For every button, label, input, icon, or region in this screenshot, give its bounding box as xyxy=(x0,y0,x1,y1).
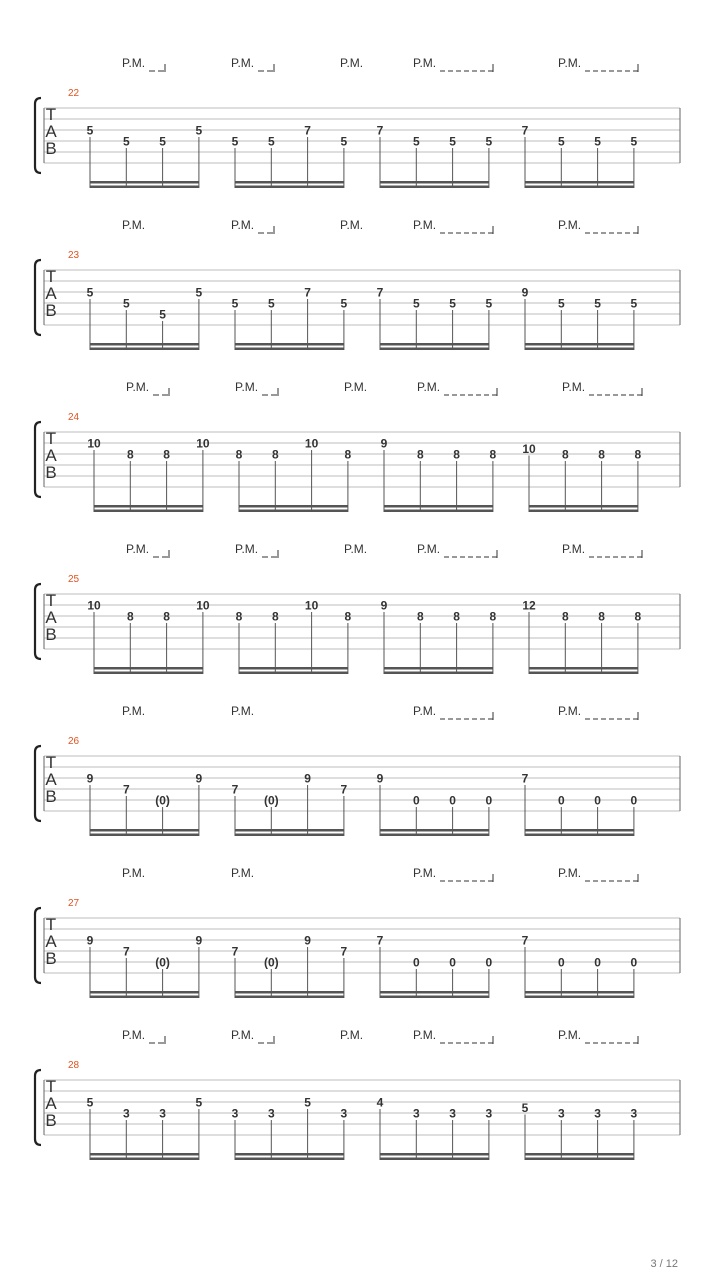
fret-number: 8 xyxy=(235,609,243,624)
fret-number: 5 xyxy=(195,285,203,300)
beam xyxy=(90,996,199,999)
fret-number: 5 xyxy=(630,296,638,311)
beam xyxy=(529,667,638,670)
fret-number: 8 xyxy=(344,447,352,462)
beam xyxy=(529,510,638,513)
fret-number: 5 xyxy=(412,296,420,311)
tab-clef-letter: T xyxy=(45,591,57,610)
beam xyxy=(235,834,344,837)
tab-clef-letter: A xyxy=(45,932,57,951)
beam xyxy=(90,181,199,184)
beam xyxy=(380,996,489,999)
fret-number: 8 xyxy=(344,609,352,624)
fret-number: 8 xyxy=(561,447,569,462)
beam xyxy=(90,1153,199,1156)
tab-clef-letter: T xyxy=(45,267,57,286)
fret-number: 8 xyxy=(489,609,497,624)
fret-number: 0 xyxy=(412,793,420,808)
beam xyxy=(384,667,493,670)
fret-number: 7 xyxy=(304,123,311,138)
palm-mute-label: P.M. xyxy=(126,380,150,394)
fret-number: 7 xyxy=(376,285,384,300)
beam xyxy=(525,343,634,346)
fret-number: 8 xyxy=(163,447,170,462)
tab-clef-letter: B xyxy=(45,625,57,644)
beam xyxy=(380,186,489,189)
system-bracket xyxy=(35,422,41,497)
fret-number: 0 xyxy=(594,955,601,970)
beam xyxy=(94,510,203,513)
palm-mute-label: P.M. xyxy=(558,1028,582,1042)
fret-number: 5 xyxy=(630,134,638,149)
beam xyxy=(525,348,634,351)
tab-clef-letter: T xyxy=(45,1077,57,1096)
beam xyxy=(380,1153,489,1156)
fret-number: 0 xyxy=(449,955,456,970)
fret-number: 8 xyxy=(598,609,605,624)
tab-system-28 xyxy=(35,1028,680,1160)
beam xyxy=(380,348,489,351)
measure-number: 26 xyxy=(68,736,80,747)
tab-system-26 xyxy=(35,704,680,836)
tab-clef-letter: B xyxy=(45,301,57,320)
measure-number: 22 xyxy=(68,88,80,99)
fret-number: 10 xyxy=(196,598,210,613)
fret-number: 10 xyxy=(196,436,210,451)
palm-mute-label: P.M. xyxy=(417,542,441,556)
fret-number: 7 xyxy=(340,782,348,797)
system-bracket xyxy=(35,908,41,983)
measure-number: 25 xyxy=(68,574,80,585)
fret-number: 9 xyxy=(86,771,94,786)
beam xyxy=(380,834,489,837)
fret-number: 3 xyxy=(485,1106,493,1121)
fret-number: 8 xyxy=(126,447,134,462)
tab-system-25 xyxy=(35,542,680,674)
fret-number: (0) xyxy=(155,955,170,970)
beam xyxy=(235,829,344,832)
tab-clef-letter: A xyxy=(45,122,57,141)
measure-number: 28 xyxy=(68,1060,80,1071)
fret-number: 5 xyxy=(122,134,130,149)
beam xyxy=(239,510,348,513)
fret-number: 5 xyxy=(304,1095,311,1110)
fret-number: 3 xyxy=(267,1106,275,1121)
fret-number: 5 xyxy=(86,285,94,300)
tab-clef-letter: A xyxy=(45,284,57,303)
fret-number: 7 xyxy=(304,285,311,300)
system-bracket xyxy=(35,584,41,659)
tab-system-23 xyxy=(35,218,680,350)
fret-number: 10 xyxy=(304,598,319,613)
fret-number: 5 xyxy=(485,296,493,311)
fret-number: 7 xyxy=(122,944,130,959)
fret-number: (0) xyxy=(263,793,279,808)
palm-mute-label: P.M. xyxy=(344,380,368,394)
system-bracket xyxy=(35,98,41,173)
beam xyxy=(384,672,493,675)
fret-number: 8 xyxy=(598,447,605,462)
palm-mute-label: P.M. xyxy=(122,866,146,880)
tab-clef-letter: A xyxy=(45,1094,57,1113)
fret-number: 5 xyxy=(267,134,275,149)
palm-mute-label: P.M. xyxy=(122,1028,146,1042)
fret-number: 5 xyxy=(195,123,203,138)
fret-number: 8 xyxy=(453,447,460,462)
tab-clef-letter: B xyxy=(45,463,57,482)
beam xyxy=(90,829,199,832)
fret-number: 5 xyxy=(594,134,601,149)
fret-number: 3 xyxy=(594,1106,601,1121)
palm-mute-label: P.M. xyxy=(122,218,146,232)
system-bracket xyxy=(35,260,41,335)
palm-mute-label: P.M. xyxy=(562,380,586,394)
beam xyxy=(384,505,493,508)
palm-mute-label: P.M. xyxy=(235,380,259,394)
palm-mute-label: P.M. xyxy=(122,704,146,718)
fret-number: 10 xyxy=(304,436,319,451)
tab-clef-letter: T xyxy=(45,105,57,124)
palm-mute-label: P.M. xyxy=(413,1028,437,1042)
fret-number: 3 xyxy=(630,1106,638,1121)
tab-clef-letter: T xyxy=(45,429,57,448)
fret-number: 8 xyxy=(271,609,279,624)
fret-number: 5 xyxy=(557,134,565,149)
fret-number: 10 xyxy=(522,442,536,456)
fret-number: 7 xyxy=(231,944,239,959)
fret-number: (0) xyxy=(155,793,170,808)
fret-number: 8 xyxy=(235,447,243,462)
palm-mute-label: P.M. xyxy=(122,56,146,70)
beam xyxy=(239,505,348,508)
fret-number: 7 xyxy=(376,123,384,138)
fret-number: 5 xyxy=(557,296,565,311)
fret-number: 0 xyxy=(412,955,420,970)
palm-mute-label: P.M. xyxy=(231,1028,255,1042)
fret-number: 0 xyxy=(594,793,601,808)
tab-clef-letter: B xyxy=(45,949,57,968)
beam xyxy=(529,505,638,508)
palm-mute-label: P.M. xyxy=(235,542,259,556)
beam xyxy=(525,991,634,994)
fret-number: 9 xyxy=(86,933,94,948)
fret-number: 9 xyxy=(304,771,311,786)
measure-number: 23 xyxy=(68,250,80,261)
fret-number: 5 xyxy=(594,296,601,311)
tab-clef-letter: B xyxy=(45,1111,57,1130)
fret-number: 0 xyxy=(449,793,456,808)
fret-number: 10 xyxy=(87,598,101,613)
palm-mute-label: P.M. xyxy=(340,56,364,70)
fret-number: 10 xyxy=(87,436,101,451)
fret-number: 5 xyxy=(231,134,239,149)
tab-clef-letter: A xyxy=(45,608,57,627)
beam xyxy=(94,667,203,670)
fret-number: 3 xyxy=(449,1106,456,1121)
beam xyxy=(525,181,634,184)
fret-number: 5 xyxy=(485,134,493,149)
fret-number: 0 xyxy=(557,793,565,808)
fret-number: 9 xyxy=(380,436,388,451)
measure-number: 24 xyxy=(68,412,80,423)
beam xyxy=(235,348,344,351)
palm-mute-label: P.M. xyxy=(340,1028,364,1042)
measure-number: 27 xyxy=(68,898,80,909)
palm-mute-label: P.M. xyxy=(417,380,441,394)
system-bracket xyxy=(35,1070,41,1145)
fret-number: 9 xyxy=(376,771,384,786)
beam xyxy=(235,186,344,189)
fret-number: 3 xyxy=(340,1106,348,1121)
fret-number: 0 xyxy=(557,955,565,970)
beam xyxy=(235,343,344,346)
fret-number: 9 xyxy=(195,933,203,948)
palm-mute-label: P.M. xyxy=(562,542,586,556)
palm-mute-label: P.M. xyxy=(231,866,255,880)
beam xyxy=(90,991,199,994)
fret-number: 3 xyxy=(557,1106,565,1121)
palm-mute-label: P.M. xyxy=(413,704,437,718)
beam xyxy=(525,186,634,189)
beam xyxy=(235,996,344,999)
fret-number: 7 xyxy=(340,944,348,959)
beam xyxy=(94,505,203,508)
fret-number: 9 xyxy=(195,771,203,786)
fret-number: 5 xyxy=(449,134,456,149)
palm-mute-label: P.M. xyxy=(558,218,582,232)
fret-number: 8 xyxy=(271,447,279,462)
beam xyxy=(380,991,489,994)
fret-number: 7 xyxy=(521,933,529,948)
tab-system-22 xyxy=(35,56,680,188)
fret-number: 5 xyxy=(340,296,348,311)
fret-number: 3 xyxy=(159,1106,166,1121)
beam xyxy=(235,991,344,994)
beam xyxy=(525,829,634,832)
beam xyxy=(380,181,489,184)
beam xyxy=(380,829,489,832)
palm-mute-label: P.M. xyxy=(126,542,150,556)
beam xyxy=(529,672,638,675)
fret-number: 5 xyxy=(159,307,166,322)
fret-number: 8 xyxy=(561,609,569,624)
fret-number: 12 xyxy=(522,598,536,613)
palm-mute-label: P.M. xyxy=(413,56,437,70)
fret-number: 0 xyxy=(630,955,638,970)
beam xyxy=(384,510,493,513)
tab-clef-letter: A xyxy=(45,770,57,789)
beam xyxy=(235,181,344,184)
beam xyxy=(90,186,199,189)
fret-number: 5 xyxy=(195,1095,203,1110)
beam xyxy=(525,834,634,837)
palm-mute-label: P.M. xyxy=(413,218,437,232)
beam xyxy=(90,1158,199,1161)
fret-number: 9 xyxy=(380,598,388,613)
palm-mute-label: P.M. xyxy=(340,218,364,232)
fret-number: 5 xyxy=(449,296,456,311)
fret-number: 5 xyxy=(340,134,348,149)
fret-number: 9 xyxy=(521,285,529,300)
fret-number: (0) xyxy=(263,955,279,970)
beam xyxy=(380,1158,489,1161)
beam xyxy=(235,1153,344,1156)
fret-number: 8 xyxy=(453,609,460,624)
fret-number: 0 xyxy=(485,793,493,808)
fret-number: 3 xyxy=(122,1106,130,1121)
tab-clef-letter: T xyxy=(45,915,57,934)
fret-number: 7 xyxy=(521,123,529,138)
tab-clef-letter: T xyxy=(45,753,57,772)
beam xyxy=(380,343,489,346)
fret-number: 5 xyxy=(86,123,94,138)
fret-number: 8 xyxy=(163,609,170,624)
fret-number: 5 xyxy=(521,1101,529,1115)
tab-clef-letter: B xyxy=(45,139,57,158)
palm-mute-label: P.M. xyxy=(344,542,368,556)
beam xyxy=(239,667,348,670)
fret-number: 7 xyxy=(122,782,130,797)
page-number: 3 / 12 xyxy=(650,1258,678,1270)
beam xyxy=(525,1158,634,1161)
beam xyxy=(94,672,203,675)
fret-number: 0 xyxy=(630,793,638,808)
fret-number: 8 xyxy=(634,609,642,624)
fret-number: 8 xyxy=(416,447,424,462)
fret-number: 8 xyxy=(126,609,134,624)
beam xyxy=(235,1158,344,1161)
palm-mute-label: P.M. xyxy=(558,704,582,718)
fret-number: 5 xyxy=(412,134,420,149)
palm-mute-label: P.M. xyxy=(231,56,255,70)
palm-mute-label: P.M. xyxy=(413,866,437,880)
fret-number: 0 xyxy=(485,955,493,970)
fret-number: 8 xyxy=(416,609,424,624)
fret-number: 3 xyxy=(412,1106,420,1121)
tab-system-24 xyxy=(35,380,680,512)
palm-mute-label: P.M. xyxy=(231,218,255,232)
palm-mute-label: P.M. xyxy=(558,56,582,70)
beam xyxy=(90,834,199,837)
fret-number: 5 xyxy=(159,134,166,149)
fret-number: 4 xyxy=(376,1095,384,1110)
fret-number: 5 xyxy=(231,296,239,311)
fret-number: 5 xyxy=(267,296,275,311)
fret-number: 5 xyxy=(122,296,130,311)
fret-number: 8 xyxy=(489,447,497,462)
palm-mute-label: P.M. xyxy=(231,704,255,718)
tab-system-27 xyxy=(35,866,680,998)
beam xyxy=(525,996,634,999)
fret-number: 7 xyxy=(521,771,529,786)
fret-number: 8 xyxy=(634,447,642,462)
fret-number: 3 xyxy=(231,1106,239,1121)
beam xyxy=(90,343,199,346)
palm-mute-label: P.M. xyxy=(558,866,582,880)
tab-clef-letter: B xyxy=(45,787,57,806)
beam xyxy=(239,672,348,675)
beam xyxy=(525,1153,634,1156)
fret-number: 7 xyxy=(376,933,384,948)
fret-number: 5 xyxy=(86,1095,94,1110)
tab-clef-letter: A xyxy=(45,446,57,465)
fret-number: 9 xyxy=(304,933,311,948)
beam xyxy=(90,348,199,351)
system-bracket xyxy=(35,746,41,821)
fret-number: 7 xyxy=(231,782,239,797)
